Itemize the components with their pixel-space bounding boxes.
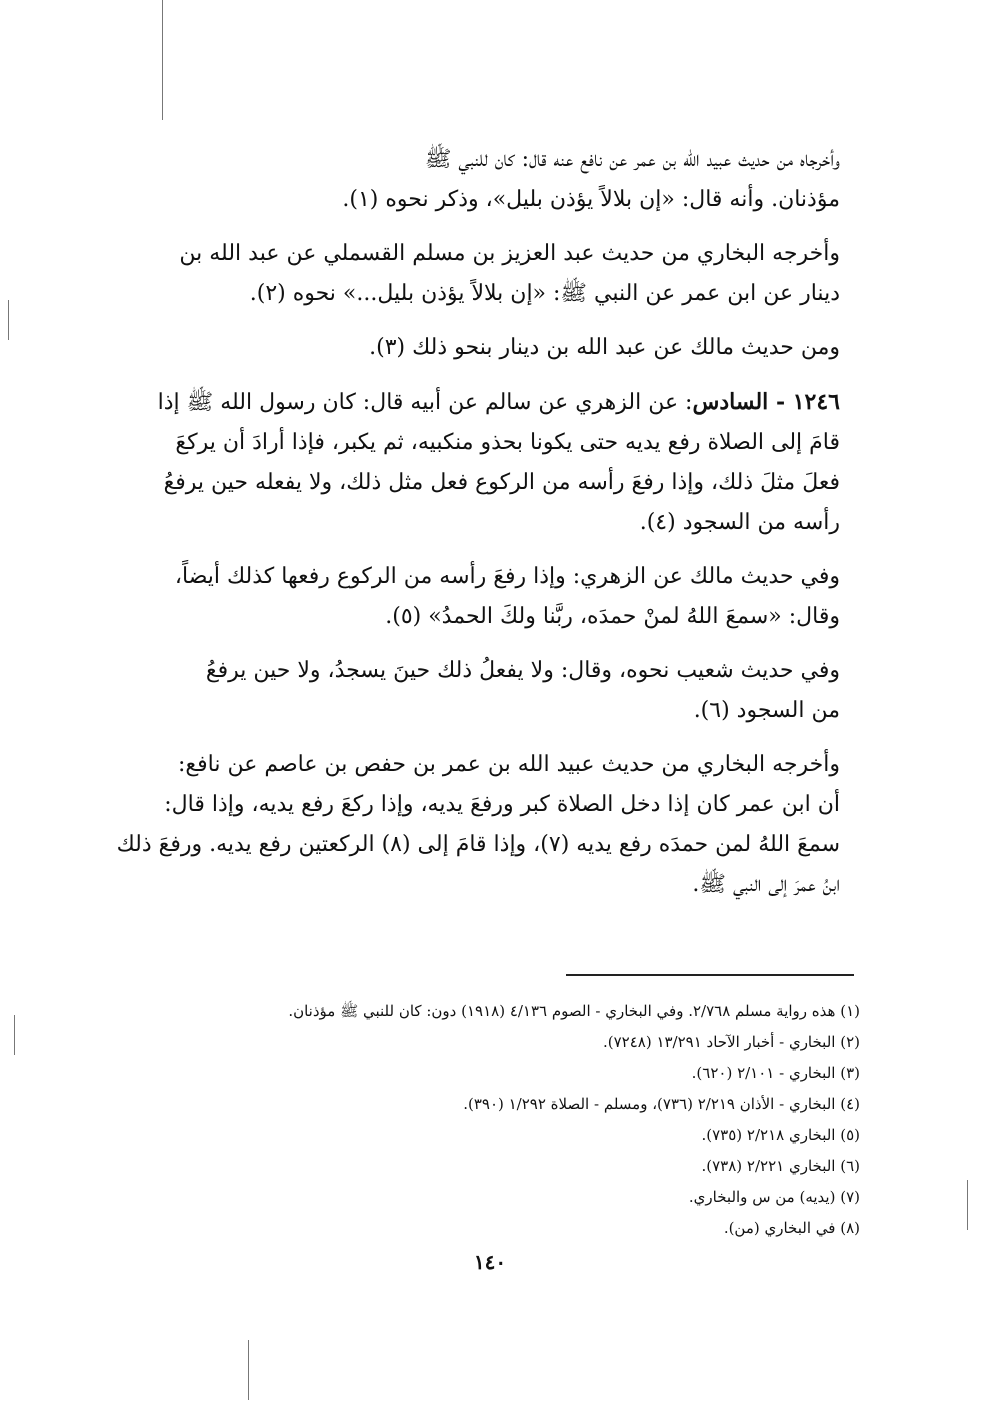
footnote: (٥) البخاري ٢/٢١٨ (٧٣٥). <box>701 1126 860 1144</box>
text-line: مؤذنان. وأنه قال: «إن بلالاً يؤذن بليل»، وذكر نحوه (١). <box>342 187 840 212</box>
main-text <box>100 140 840 919</box>
scan-artifact <box>248 1340 249 1400</box>
text-line: وأخرجه البخاري من حديث عبد العزيز بن مسلم القسملي عن عبد الله بن <box>179 241 840 266</box>
text-line: وفي حديث مالك عن الزهري: وإذا رفعَ رأسه من الركوع رفعها كذلك أيضاً، <box>174 564 840 589</box>
footnote: (١) هذه رواية مسلم ٢/٧٦٨. وفي البخاري - الصوم ٤/١٣٦ (١٩١٨) دون: كان للنبي ﷺ مؤذنان. <box>288 1002 860 1020</box>
text-line: سمعَ اللهُ لمن حمدَه رفع يديه (٧)، وإذا قامَ إلى (٨) الركعتين رفع يديه. ورفعَ ذلك <box>116 832 840 857</box>
text-line: وفي حديث شعيب نحوه، وقال: ولا يفعلُ ذلك حينَ يسجدُ، ولا حين يرفعُ <box>205 658 840 683</box>
text-line: أن ابن عمر كان إذا دخل الصلاة كبر ورفعَ يديه، وإذا ركعَ رفع يديه، وإذا قال: <box>164 792 840 817</box>
text-line: ابنُ عمرَ إلى النبي ﷺ. <box>692 872 840 897</box>
paragraph <box>100 557 840 637</box>
paragraph <box>100 745 840 905</box>
text-line: ومن حديث مالك عن عبد الله بن دينار بنحو ذلك (٣). <box>369 335 840 360</box>
footnote: (٣) البخاري - ٢/١٠١ (٦٢٠). <box>691 1064 860 1082</box>
text-line: رأسه من السجود (٤). <box>639 510 840 535</box>
paragraph <box>100 328 840 368</box>
text-line: وقال: «سمعَ اللهُ لمنْ حمدَه، ربَّنا ولكَ الحمدُ» (٥). <box>385 604 840 629</box>
footnote: (٨) في البخاري (من). <box>723 1219 860 1237</box>
paragraph <box>100 140 840 220</box>
scan-artifact <box>967 1180 968 1230</box>
scan-artifact <box>162 0 163 120</box>
page-number: ١٤٠ <box>473 1250 507 1274</box>
paragraph <box>100 234 840 314</box>
footnote: (٢) البخاري - أخبار الآحاد ١٣/٢٩١ (٧٢٤٨). <box>602 1033 860 1051</box>
footnote: (٧) (يديه) من س والبخاري. <box>688 1188 860 1206</box>
footnote-divider <box>566 974 854 976</box>
hadith-paragraph <box>100 382 840 543</box>
footnote: (٤) البخاري - الأذان ٢/٢١٩ (٧٣٦)، ومسلم - الصلاة ١/٢٩٢ (٣٩٠). <box>463 1095 860 1113</box>
text-line: دينار عن ابن عمر عن النبي ﷺ: «إن بلالاً يؤذن بليل...» نحوه (٢). <box>249 281 840 306</box>
text-line: وأخرجاه من حديث عبيد الله بن عمر عن نافع عنه قال: كان للنبي ﷺ <box>424 147 840 172</box>
scan-artifact <box>14 1015 15 1055</box>
hadith-number: ١٢٤٦ - السادس <box>692 389 840 415</box>
paragraph <box>100 651 840 731</box>
text-line: من السجود (٦). <box>693 698 840 723</box>
text-line: فعلَ مثلَ ذلك، وإذا رفعَ رأسه من الركوع فعل مثل ذلك، ولا يفعله حين يرفعُ <box>163 470 840 495</box>
text-line: وأخرجه البخاري من حديث عبيد الله بن عمر بن حفص بن عاصم عن نافع: <box>178 752 840 777</box>
text-line: : عن الزهري عن سالم عن أبيه قال: كان رسول الله ﷺ إذا <box>157 390 693 415</box>
text-line: قامَ إلى الصلاة رفع يديه حتى يكونا بحذو منكبيه، ثم يكبر، فإذا أرادَ أن يركعَ <box>175 430 840 455</box>
footnotes <box>100 996 860 1244</box>
footnote: (٦) البخاري ٢/٢٢١ (٧٣٨). <box>701 1157 860 1175</box>
scan-artifact <box>8 300 9 340</box>
